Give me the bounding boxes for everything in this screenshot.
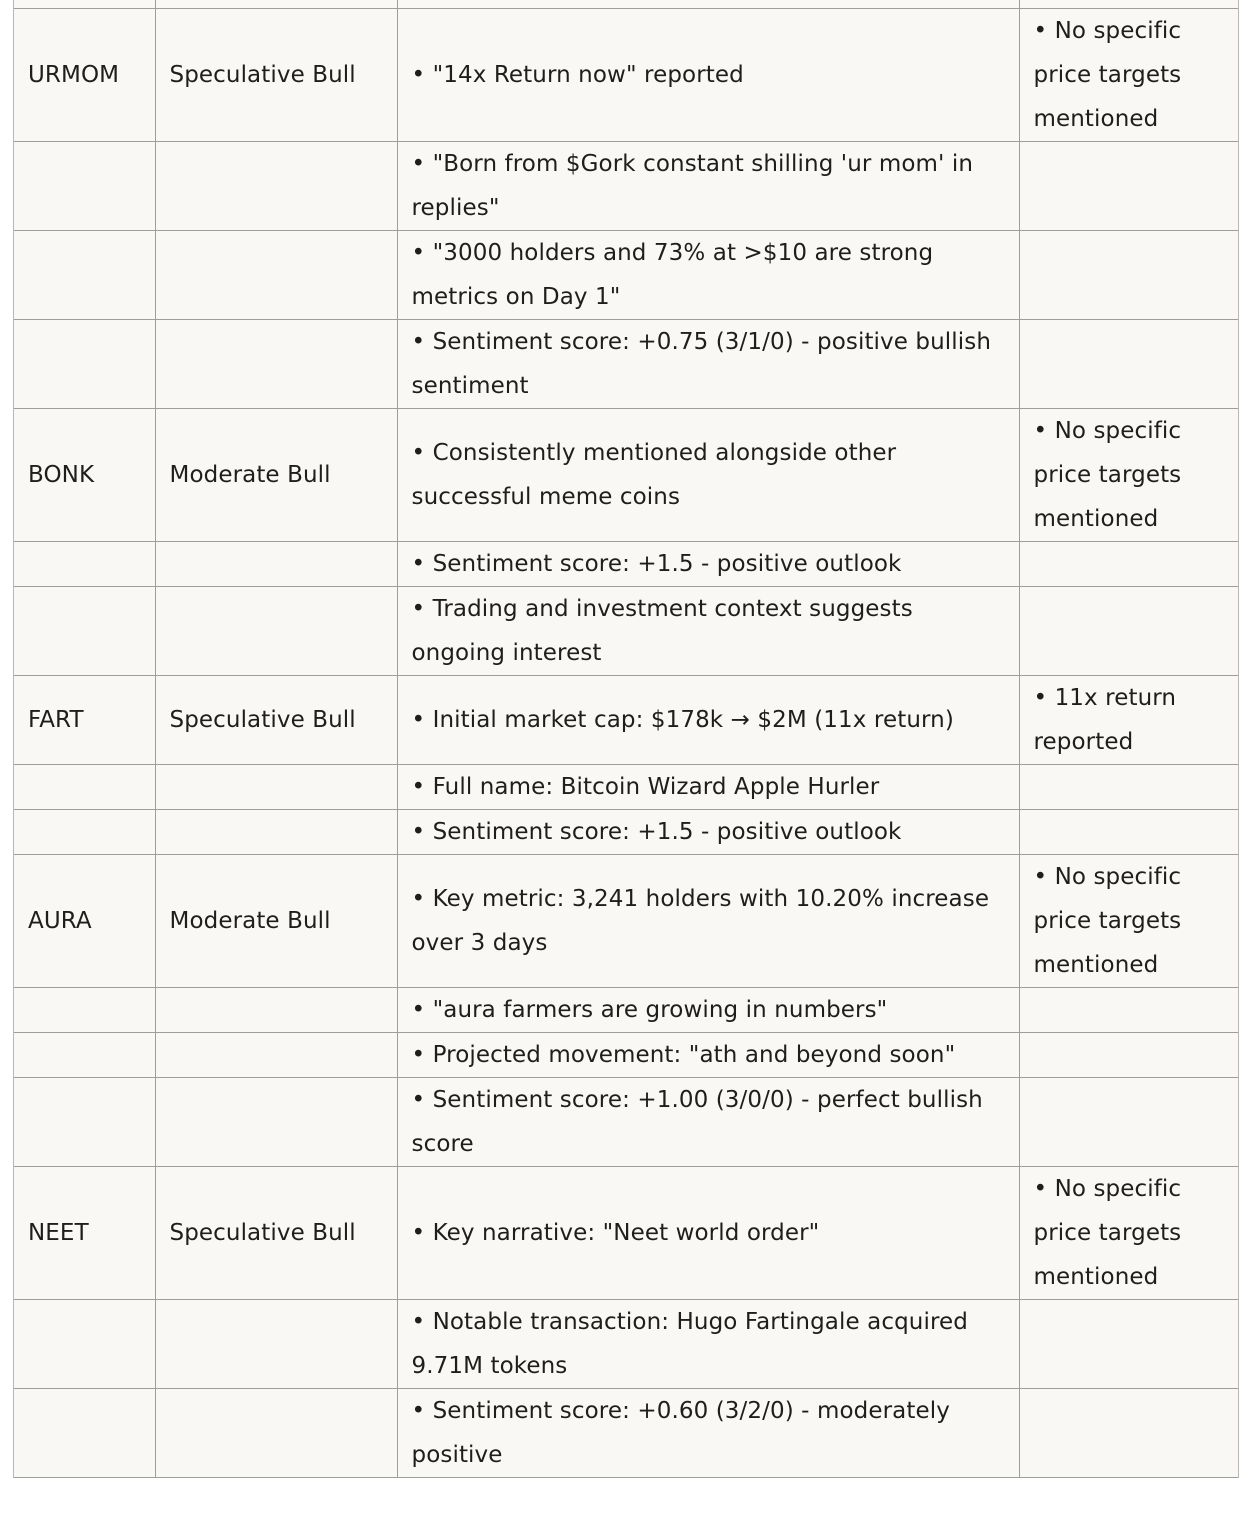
sentiment-tier-cell <box>155 542 397 587</box>
price-target-cell <box>1019 542 1238 587</box>
table-row <box>14 142 1238 231</box>
evidence-cell: • Full name: Bitcoin Wizard Apple Hurler <box>397 765 1019 810</box>
asset-cell <box>14 142 155 231</box>
table-row <box>14 542 1238 587</box>
asset-cell <box>14 542 155 587</box>
evidence-cell: • Notable transaction: Hugo Fartingale acquired 9.71M tokens <box>397 1300 1019 1389</box>
table-row <box>14 1078 1238 1167</box>
table-row <box>14 765 1238 810</box>
asset-cell: BONK <box>14 409 155 542</box>
price-target-cell <box>1019 988 1238 1033</box>
table-row-continued <box>14 0 1238 9</box>
asset-cell: URMOM <box>14 9 155 142</box>
evidence-cell: • "14x Return now" reported <box>397 9 1019 142</box>
table-row <box>14 1389 1238 1478</box>
evidence-cell: • Sentiment score: +1.00 (3/0/0) - perfect bullish score <box>397 1078 1019 1167</box>
evidence-cell: • Trading and investment context suggests ongoing interest <box>397 587 1019 676</box>
sentiment-tier-cell <box>155 142 397 231</box>
asset-cell: NEET <box>14 1167 155 1300</box>
price-target-cell: • No specific price targets mentioned <box>1019 409 1238 542</box>
table-row <box>14 676 1238 765</box>
evidence-cell: • "3000 holders and 73% at >$10 are strong metrics on Day 1" <box>397 231 1019 320</box>
sentiment-tier-cell <box>155 810 397 855</box>
asset-cell: AURA <box>14 855 155 988</box>
price-target-cell: • No specific price targets mentioned <box>1019 1167 1238 1300</box>
price-target-cell <box>1019 320 1238 409</box>
evidence-cell: • Consistently mentioned alongside other successful meme coins <box>397 409 1019 542</box>
asset-cell <box>14 1389 155 1478</box>
price-target-cell <box>1019 810 1238 855</box>
price-target-cell: • No specific price targets mentioned <box>1019 9 1238 142</box>
sentiment-tier-cell <box>155 1300 397 1389</box>
asset-cell <box>14 1078 155 1167</box>
price-target-cell <box>1019 1389 1238 1478</box>
table-row <box>14 1300 1238 1389</box>
evidence-cell: • Sentiment score: +0.60 (3/2/0) - moderately positive <box>397 1389 1019 1478</box>
sentiment-tier-cell <box>155 765 397 810</box>
evidence-cell: • Sentiment score: +1.5 - positive outlook <box>397 542 1019 587</box>
table-row <box>14 587 1238 676</box>
evidence-cell: • "Born from $Gork constant shilling 'ur mom' in replies" <box>397 142 1019 231</box>
table-row <box>14 988 1238 1033</box>
price-target-cell <box>1019 142 1238 231</box>
table-row <box>14 1033 1238 1078</box>
sentiment-tier-cell: Speculative Bull <box>155 1167 397 1300</box>
price-target-cell <box>1019 587 1238 676</box>
table-row <box>14 320 1238 409</box>
evidence-cell: • Initial market cap: $178k → $2M (11x return) <box>397 676 1019 765</box>
price-target-cell: • No specific price targets mentioned <box>1019 855 1238 988</box>
price-target-cell <box>1019 1033 1238 1078</box>
sentiment-tier-cell <box>155 1033 397 1078</box>
sentiment-tier-cell <box>155 231 397 320</box>
asset-cell <box>14 231 155 320</box>
sentiment-tier-cell: Moderate Bull <box>155 855 397 988</box>
price-target-cell: • 11x return reported <box>1019 676 1238 765</box>
asset-cell <box>14 1033 155 1078</box>
table-row <box>14 1167 1238 1300</box>
sentiment-tier-cell <box>155 320 397 409</box>
asset-cell: FART <box>14 676 155 765</box>
sentiment-tier-cell: Speculative Bull <box>155 9 397 142</box>
sentiment-tier-cell <box>155 587 397 676</box>
table-row <box>14 9 1238 142</box>
sentiment-tier-cell <box>155 988 397 1033</box>
asset-cell <box>14 1300 155 1389</box>
evidence-cell: • Sentiment score: +1.5 - positive outlook <box>397 810 1019 855</box>
evidence-cell: • Sentiment score: +0.75 (3/1/0) - positive bullish sentiment <box>397 320 1019 409</box>
price-target-cell <box>1019 1300 1238 1389</box>
asset-cell <box>14 765 155 810</box>
sentiment-tier-cell <box>155 1078 397 1167</box>
price-target-cell <box>1019 231 1238 320</box>
table-row <box>14 855 1238 988</box>
table-row <box>14 810 1238 855</box>
evidence-cell: • Key metric: 3,241 holders with 10.20% increase over 3 days <box>397 855 1019 988</box>
evidence-cell: • "aura farmers are growing in numbers" <box>397 988 1019 1033</box>
price-target-cell <box>1019 1078 1238 1167</box>
asset-cell <box>14 810 155 855</box>
asset-cell <box>14 587 155 676</box>
sentiment-tier-cell: Speculative Bull <box>155 676 397 765</box>
sentiment-tier-cell <box>155 1389 397 1478</box>
evidence-cell: • Projected movement: "ath and beyond soon" <box>397 1033 1019 1078</box>
sentiment-tier-cell: Moderate Bull <box>155 409 397 542</box>
asset-cell <box>14 988 155 1033</box>
table-row <box>14 409 1238 542</box>
evidence-cell: • Key narrative: "Neet world order" <box>397 1167 1019 1300</box>
table-row <box>14 231 1238 320</box>
sentiment-table <box>13 0 1239 1478</box>
asset-cell <box>14 320 155 409</box>
price-target-cell <box>1019 765 1238 810</box>
